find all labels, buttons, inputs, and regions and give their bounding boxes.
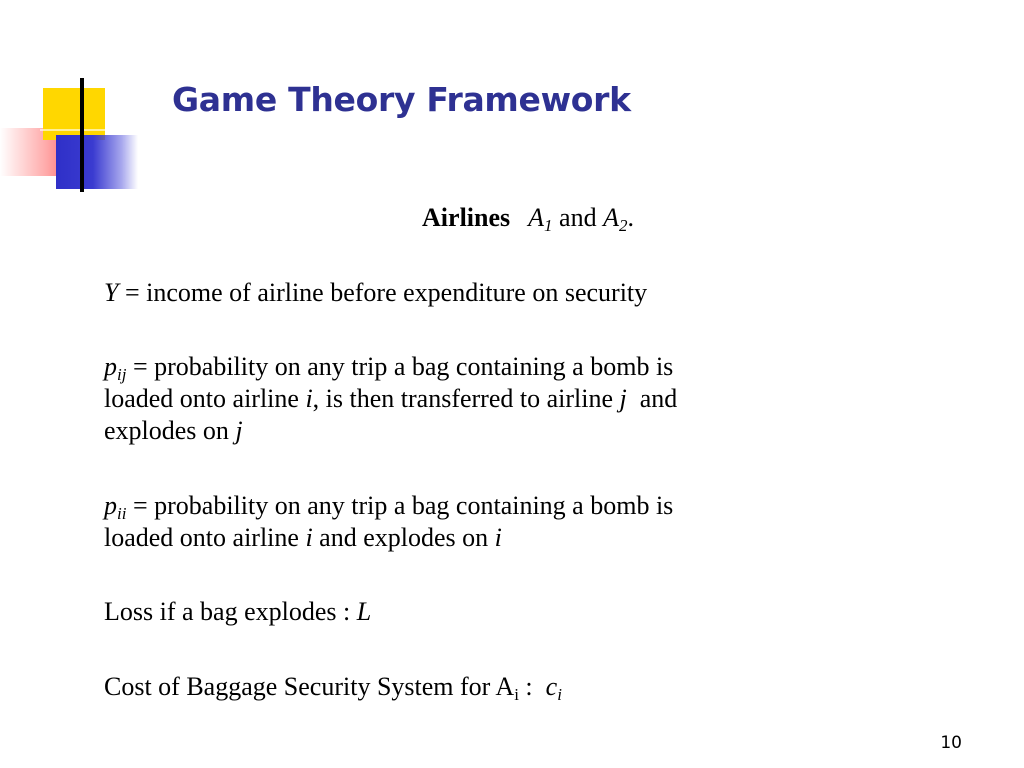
pij-line2-b: , is then transferred to airline: [312, 384, 620, 413]
page-number: 10: [940, 733, 962, 753]
pij-line-3: [104, 415, 677, 447]
loss-definition: [104, 596, 371, 628]
airline-a1-var: A: [528, 203, 545, 232]
logo-blue-block: [56, 135, 138, 189]
cost-var: c: [545, 672, 558, 701]
pii-var-i2: i: [494, 523, 502, 552]
airline-a2-sub: 2: [618, 216, 628, 235]
pij-var: p: [104, 352, 117, 381]
pij-definition: [104, 351, 677, 447]
airline-a2-var: A: [603, 203, 619, 232]
pii-var-i: i: [305, 523, 313, 552]
pij-line1-text: = probability on any trip a bag containing a bomb is: [126, 352, 674, 381]
pii-definition: [104, 490, 673, 554]
cost-var-sub: i: [557, 685, 562, 704]
cost-sub: i: [514, 685, 519, 704]
airlines-period: .: [627, 203, 634, 232]
pii-var: p: [104, 491, 117, 520]
income-text: = income of airline before expenditure on security: [118, 278, 648, 307]
loss-text: Loss if a bag explodes :: [104, 597, 357, 626]
pij-var-j2: j: [235, 416, 243, 445]
loss-var: L: [356, 597, 372, 626]
logo-horizontal-line: [40, 129, 140, 131]
logo-vertical-line: [80, 78, 84, 192]
slide-title: Game Theory Framework: [172, 80, 631, 119]
and-word: and: [559, 203, 597, 232]
pij-sub: ij: [117, 365, 127, 384]
airline-a1-sub: 1: [544, 216, 553, 235]
cost-colon: :: [518, 672, 546, 701]
pij-var-j: j: [619, 384, 627, 413]
pij-var-i: i: [305, 384, 313, 413]
airlines-line: [0, 202, 1024, 234]
cost-definition: [104, 671, 562, 703]
airlines-label: Airlines: [422, 203, 511, 232]
pii-line2-a: loaded onto airline: [104, 523, 306, 552]
logo-yellow-block: [43, 88, 105, 140]
pii-line-2: [104, 522, 673, 554]
pij-line2-a: loaded onto airline: [104, 384, 306, 413]
pii-sub: ii: [117, 504, 127, 523]
income-definition: [104, 277, 647, 309]
pij-line-1: [104, 351, 677, 383]
cost-text: Cost of Baggage Security System for A: [104, 672, 515, 701]
income-var: Y: [104, 278, 119, 307]
pij-line3-a: explodes on: [104, 416, 236, 445]
pii-line-1: [104, 490, 673, 522]
pij-line-2: [104, 383, 677, 415]
pii-line2-b: and explodes on: [312, 523, 495, 552]
pij-line2-c: and: [626, 384, 678, 413]
pii-line1-text: = probability on any trip a bag containing a bomb is: [126, 491, 674, 520]
